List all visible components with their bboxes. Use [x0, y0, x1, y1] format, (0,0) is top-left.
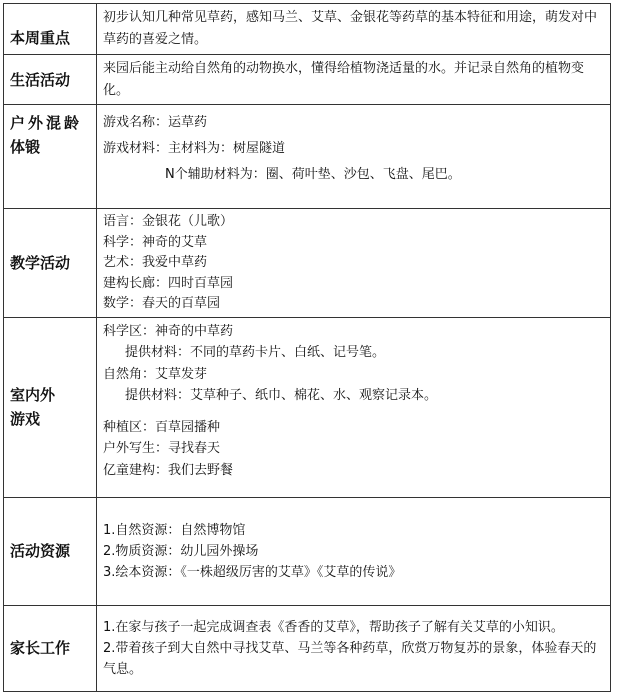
row-content-resources — [97, 497, 611, 605]
row-label-indoor-outdoor-games — [4, 317, 97, 497]
content-line: 语言：金银花（儿歌） — [103, 214, 234, 229]
content-line: 自然角：艾草发芽 — [103, 366, 208, 382]
content-line: 提供材料：艾草种子、纸巾、棉花、水、观察记录本。 — [125, 388, 438, 403]
row-label-text: 本周重点 — [10, 29, 71, 47]
content-line: 建构长廊：四时百草园 — [103, 275, 234, 291]
row-content-teaching — [97, 209, 611, 318]
row-label-text: 游戏 — [10, 410, 41, 428]
content-line: 户外写生：寻找春天 — [103, 441, 221, 456]
row-label-text: 活动资源 — [10, 542, 71, 560]
row-content-outdoor-exercise — [97, 105, 611, 209]
row-content-weekly-focus — [97, 4, 611, 55]
row-label-text: 户外混龄 — [10, 114, 83, 132]
row-label-weekly-focus — [4, 4, 97, 55]
row-content-indoor-outdoor-games — [97, 317, 611, 497]
content-line: 种植区：百草园播种 — [103, 419, 221, 435]
row-label-text: 生活活动 — [10, 70, 71, 89]
content-line: 3.绘本资源：《一株超级厉害的艾草》《艾草的传说》 — [103, 565, 402, 580]
row-content-parent-work — [97, 605, 611, 691]
content-line: 提供材料：不同的草药卡片、白纸、记号笔。 — [125, 345, 386, 360]
table-row — [4, 497, 611, 605]
content-line: 游戏材料：主材料为：树屋隧道 — [103, 141, 286, 156]
row-content-daily-life — [97, 55, 611, 105]
content-line: 1.自然资源：自然博物馆 — [103, 523, 246, 538]
content-line: 科学：神奇的艾草 — [103, 234, 208, 250]
blank-line — [103, 407, 604, 417]
content-line: 科学区：神奇的中草药 — [103, 323, 234, 339]
row-label-daily-life — [4, 55, 97, 105]
table-row — [4, 605, 611, 691]
table-row — [4, 209, 611, 318]
table-row — [4, 105, 611, 209]
row-label-outdoor-exercise — [4, 105, 97, 209]
content-line: 艺术：我爱中草药 — [103, 255, 208, 270]
content-line: 1.在家与孩子一起完成调查表《香香的艾草》，帮助孩子了解有关艾草的小知识。 — [103, 620, 564, 635]
content-line: 2.物质资源：幼儿园外操场 — [103, 544, 259, 559]
content-line: 2.带着孩子到大自然中寻找艾草、马兰等各种药草，欣赏万物复苏的景象，体验春天的气息。 — [103, 641, 597, 677]
content-line: N个辅助材料为：圈、荷叶垫、沙包、飞盘、尾巴。 — [165, 167, 461, 182]
content-line: 初步认知几种常见草药，感知马兰、艾草、金银花等药草的基本特征和用途，萌发对中草药的喜爱之情。 — [103, 10, 598, 47]
row-label-text: 体锻 — [10, 138, 41, 156]
row-label-text: 室内外 — [10, 386, 56, 404]
weekly-plan-table — [3, 3, 611, 692]
row-label-parent-work — [4, 605, 97, 691]
row-label-teaching — [4, 209, 97, 318]
row-label-resources — [4, 497, 97, 605]
table-row — [4, 317, 611, 497]
content-line: 数学：春天的百草园 — [103, 296, 221, 311]
content-line: 来园后能主动给自然角的动物换水，懂得给植物浇适量的水。并记录自然角的植物变化。 — [103, 61, 585, 98]
content-line: 游戏名称：运草药 — [103, 115, 208, 130]
content-line: 亿童建构：我们去野餐 — [103, 462, 234, 478]
row-label-text: 家长工作 — [10, 639, 71, 657]
table-row — [4, 4, 611, 55]
row-label-text: 教学活动 — [10, 253, 71, 272]
table-row — [4, 55, 611, 105]
